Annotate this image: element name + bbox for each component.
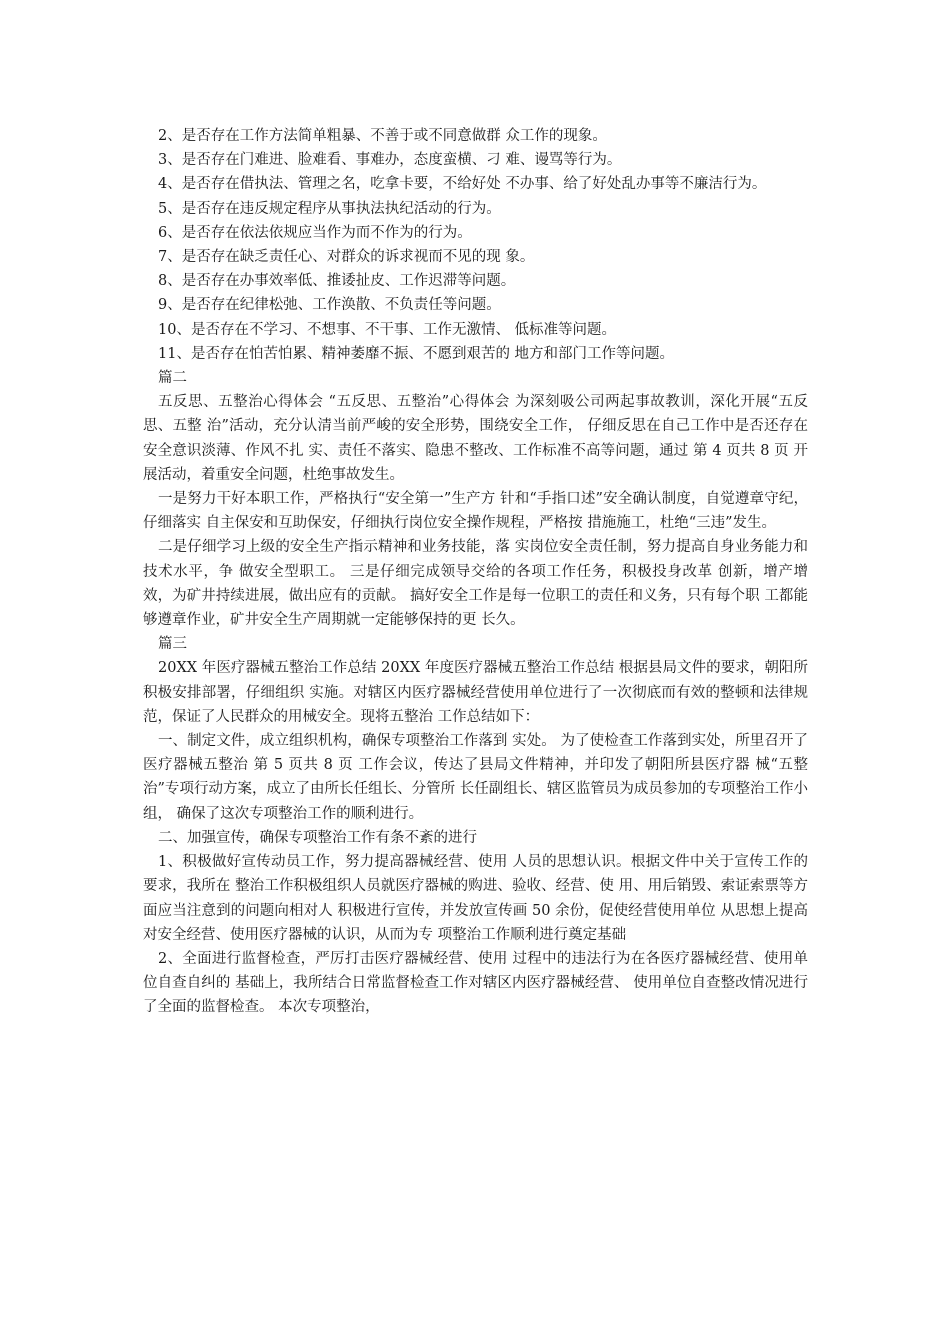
list-item: 3、是否存在门难进、脸难看、事难办，态度蛮横、刁 难、谩骂等行为。 (158, 152, 622, 169)
list-item: 5、是否存在违反规定程序从事执法执纪活动的行为。 (158, 200, 501, 217)
list-item: 11、是否存在怕苦怕累、精神萎靡不振、不愿到艰苦的 地方和部门工作等问题。 (158, 345, 675, 362)
paragraph: 20XX 年医疗器械五整治工作总结 20XX 年度医疗器械五整治工作总结 根据县局文件的要求，朝阳所积极安排部署，仔细组织 实施。对辖区内医疗器械经营使用单位进行了一次彻底而有效的整顿和法律规范，保证了人民群众的用械安全。现将五整治 工作总结如下： (143, 660, 808, 725)
list-item: 7、是否存在缺乏责任心、对群众的诉求视而不见的现 象。 (158, 249, 535, 266)
paragraph: 二是仔细学习上级的安全生产指示精神和业务技能，落 实岗位安全责任制，努力提高自身业务能力和技术水平，争 做安全型职工。 三是仔细完成领导交给的各项工作任务，积极投身改革 创新，增产增效，为矿井持续进展，做出应有的贡献。 搞好安全工作是每一位职工的责任和义务，只有每个职 工都能够遵章作业，矿井安全生产周期就一定能够保持的更 长久。 (143, 539, 808, 629)
paragraph: 二、加强宣传，确保专项整治工作有条不紊的进行 (158, 829, 477, 846)
list-item: 10、是否存在不学习、不想事、不干事、工作无激情、 低标准等问题。 (158, 321, 617, 338)
list-item: 2、是否存在工作方法简单粗暴、不善于或不同意做群 众工作的现象。 (158, 128, 607, 144)
list-item: 4、是否存在借执法、管理之名，吃拿卡要，不给好处 不办事、给了好处乱办事等不廉洁行为。 (158, 176, 767, 193)
paragraph: 五反思、五整治心得体会 “五反思、五整治”心得体会 为深刻吸公司两起事故教训，深化开展“五反思、五整 治”活动，充分认清当前严峻的安全形势，围绕安全工作， 仔细反思在自己工作中是否还存在安全意识淡薄、作风不扎 实、责任不落实、隐患不整改、工作标准不高等问题，通过 第 4 页共 8 页 开展活动，着重安全问题，杜绝事故发生。 (143, 394, 808, 483)
paragraph: 一是努力干好本职工作，严格执行“安全第一”生产方 针和“手指口述”安全确认制度，自觉遵章守纪，仔细落实 自主保安和互助保安，仔细执行岗位安全操作规程，严格按 措施施工，杜绝“三违”发生。 (143, 491, 808, 532)
section-heading-part2: 篇二 (158, 370, 187, 387)
paragraph: 2、全面进行监督检查，严厉打击医疗器械经营、使用 过程中的违法行为在各医疗器械经营、使用单位自查自纠的 基础上，我所结合日常监督检查工作对辖区内医疗器械经营、 使用单位自查整改情况进行了全面的监督检查。 本次专项整治， (143, 950, 808, 1016)
paragraph: 一、制定文件，成立组织机构，确保专项整治工作落到 实处。 为了使检查工作落到实处，所里召开了医疗器械五整治 第 5 页共 8 页 工作会议，传达了县局文件精神，并印发了朝阳所县医疗器 械“五整治”专项行动方案，成立了由所长任组长、分管所 长任副组长、辖区监管员为成员参加的专项整治工作小组， 确保了这次专项整治工作的顺利进行。 (143, 733, 808, 822)
list-item: 6、是否存在依法依规应当作为而不作为的行为。 (158, 224, 472, 241)
list-item: 9、是否存在纪律松弛、工作涣散、不负责任等问题。 (158, 297, 501, 314)
document-body (143, 124, 808, 1020)
paragraph: 1、积极做好宣传动员工作，努力提高器械经营、使用 人员的思想认识。根据文件中关于宣传工作的要求，我所在 整治工作积极组织人员就医疗器械的购进、验收、经营、使 用、用后销毁、索证索票等方面应当注意到的问题向相对人 积极进行宣传，并发放宣传画 50 余份，促使经营使用单位 从思想上提高对安全经营、使用医疗器械的认识，从而为专 项整治工作顺利进行奠定基础 (143, 854, 808, 943)
list-item: 8、是否存在办事效率低、推诿扯皮、工作迟滞等问题。 (158, 273, 516, 290)
section-heading-part3: 篇三 (158, 636, 187, 653)
